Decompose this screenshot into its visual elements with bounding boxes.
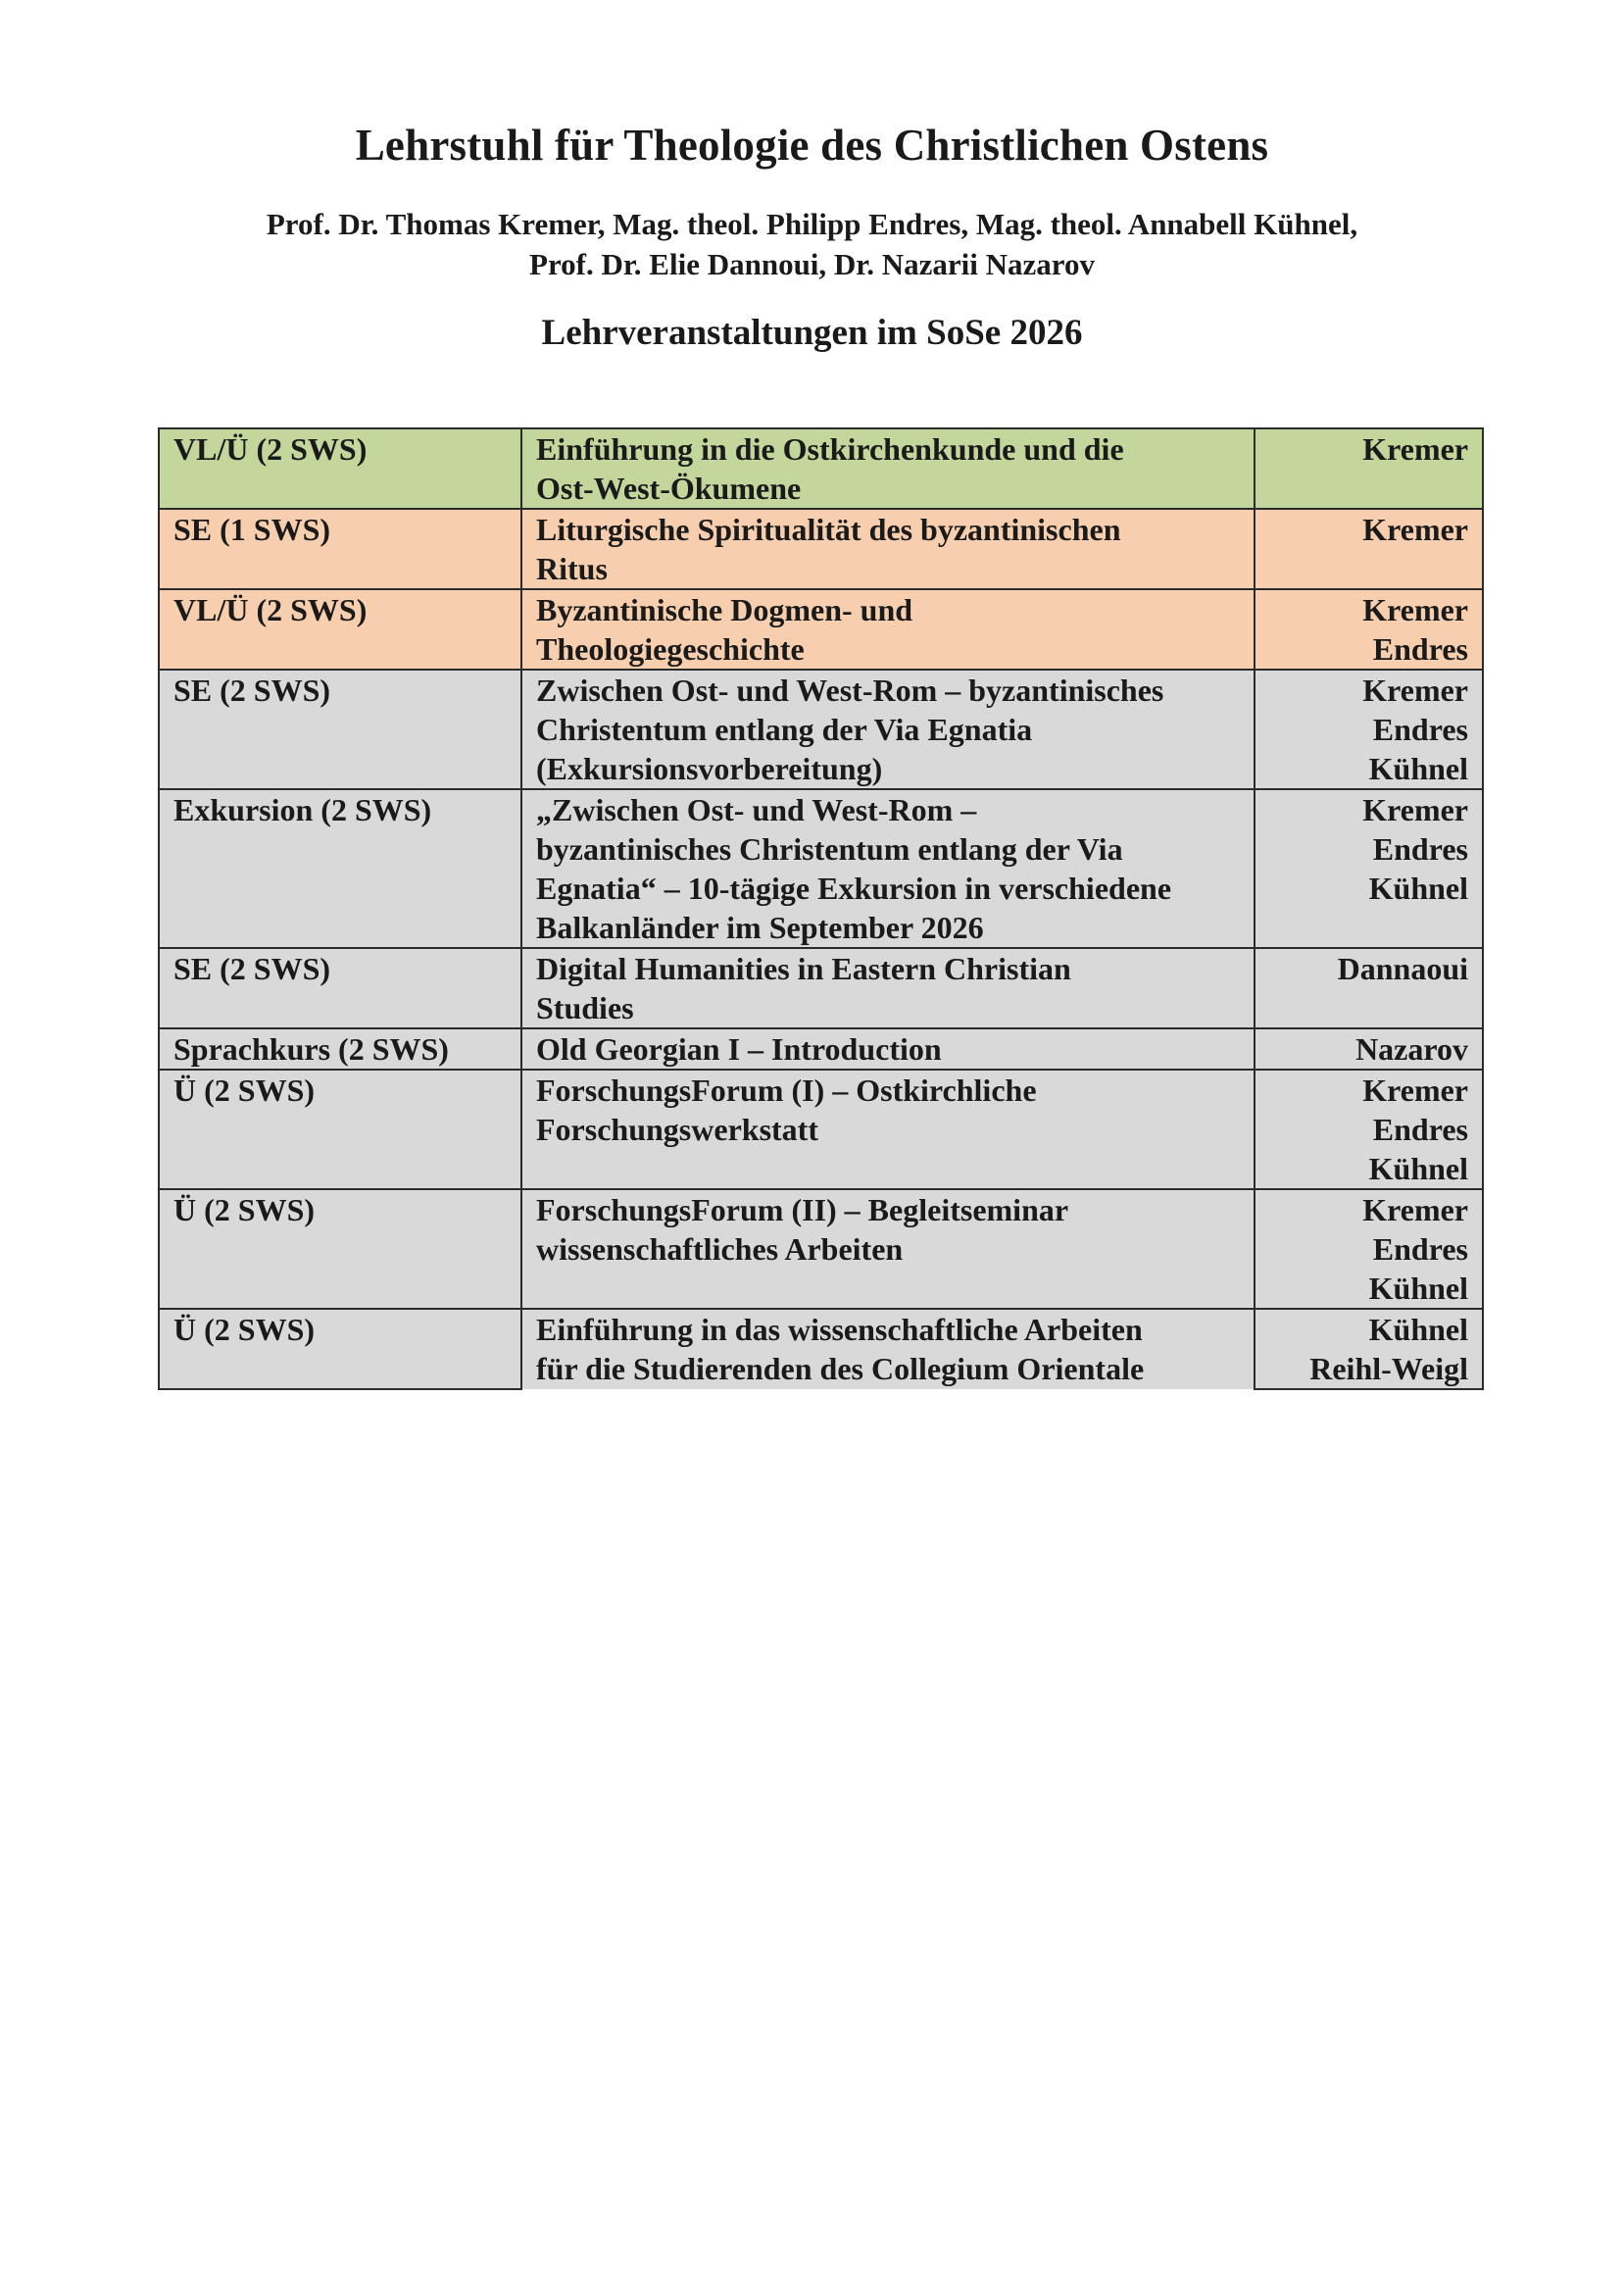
course-row: [159, 789, 1483, 948]
staff-list: [0, 204, 1624, 284]
lecturer-name: Kühnel: [1368, 871, 1468, 906]
lecturer-name: Endres: [1372, 1231, 1468, 1267]
staff-line-2: Prof. Dr. Elie Dannoui, Dr. Nazarii Nazarov: [529, 247, 1095, 281]
course-type: VL/Ü (2 SWS): [159, 428, 521, 509]
course-type: SE (1 SWS): [159, 509, 521, 589]
lecturer-name: Endres: [1372, 1112, 1468, 1147]
course-lecturers: [1255, 428, 1483, 509]
course-row: [159, 589, 1483, 670]
course-title: [521, 1309, 1255, 1389]
course-title-line: Einführung in die Ostkirchenkunde und die: [536, 431, 1124, 467]
course-lecturers: [1255, 1189, 1483, 1309]
course-type: VL/Ü (2 SWS): [159, 589, 521, 670]
course-title: [521, 670, 1255, 789]
course-title: [521, 428, 1255, 509]
lecturer-name: Kremer: [1362, 673, 1468, 708]
course-title-line: Zwischen Ost- und West-Rom – byzantinisches: [536, 673, 1164, 708]
lecturer-name: Nazarov: [1355, 1031, 1468, 1067]
course-type: Ü (2 SWS): [159, 1189, 521, 1309]
lecturer-name: Kremer: [1362, 1192, 1468, 1227]
course-title: [521, 509, 1255, 589]
lecturer-name: Kühnel: [1368, 1271, 1468, 1306]
course-title-line: ForschungsForum (I) – Ostkirchliche: [536, 1073, 1037, 1108]
lecturer-name: Reihl-Weigl: [1309, 1351, 1468, 1386]
course-table-body: [159, 428, 1483, 1389]
course-title-line: für die Studierenden des Collegium Orientale: [536, 1351, 1145, 1386]
course-row: [159, 1309, 1483, 1389]
lecturer-name: Kühnel: [1368, 751, 1468, 786]
course-table: [158, 427, 1484, 1390]
course-title-line: (Exkursionsvorbereitung): [536, 751, 883, 786]
course-title: [521, 1070, 1255, 1189]
course-type: Sprachkurs (2 SWS): [159, 1028, 521, 1070]
course-type: SE (2 SWS): [159, 670, 521, 789]
course-lecturers: [1255, 789, 1483, 948]
course-lecturers: [1255, 670, 1483, 789]
course-row: [159, 1028, 1483, 1070]
course-row: [159, 670, 1483, 789]
lecturer-name: Kremer: [1362, 792, 1468, 827]
lecturer-name: Dannaoui: [1337, 951, 1468, 986]
course-title-line: Einführung in das wissenschaftliche Arbeiten: [536, 1312, 1143, 1347]
course-title-line: Old Georgian I – Introduction: [536, 1031, 942, 1067]
course-lecturers: [1255, 948, 1483, 1028]
course-title-line: Liturgische Spiritualität des byzantinischen: [536, 512, 1121, 547]
course-title-line: Christentum entlang der Via Egnatia: [536, 712, 1033, 747]
course-title-line: Theologiegeschichte: [536, 631, 805, 667]
lecturer-name: Kühnel: [1368, 1151, 1468, 1186]
course-title-line: Digital Humanities in Eastern Christian: [536, 951, 1071, 986]
course-type: Ü (2 SWS): [159, 1309, 521, 1389]
course-lecturers: [1255, 1028, 1483, 1070]
course-title-line: wissenschaftliches Arbeiten: [536, 1231, 904, 1267]
course-title: [521, 789, 1255, 948]
lecturer-name: Kremer: [1362, 592, 1468, 627]
course-title-line: Ost-West-Ökumene: [536, 471, 802, 506]
course-title-line: Egnatia“ – 10-tägige Exkursion in verschiedene: [536, 871, 1172, 906]
course-lecturers: [1255, 589, 1483, 670]
page-subtitle: Lehrveranstaltungen im SoSe 2026: [541, 313, 1083, 353]
staff-line-1: Prof. Dr. Thomas Kremer, Mag. theol. Philipp Endres, Mag. theol. Annabell Kühnel,: [266, 207, 1358, 241]
lecturer-name: Kremer: [1362, 512, 1468, 547]
lecturer-name: Endres: [1372, 831, 1468, 867]
lecturer-name: Endres: [1372, 631, 1468, 667]
course-type: Exkursion (2 SWS): [159, 789, 521, 948]
course-title: [521, 1189, 1255, 1309]
course-row: [159, 428, 1483, 509]
course-title: [521, 1028, 1255, 1070]
course-title-line: „Zwischen Ost- und West-Rom –: [536, 792, 977, 827]
course-title-line: ForschungsForum (II) – Begleitseminar: [536, 1192, 1069, 1227]
course-title-line: Forschungswerkstatt: [536, 1112, 818, 1147]
course-type: Ü (2 SWS): [159, 1070, 521, 1189]
course-title: [521, 948, 1255, 1028]
course-row: [159, 1070, 1483, 1189]
course-row: [159, 948, 1483, 1028]
lecturer-name: Endres: [1372, 712, 1468, 747]
course-title-line: Ritus: [536, 551, 608, 586]
course-row: [159, 509, 1483, 589]
course-lecturers: [1255, 509, 1483, 589]
course-lecturers: [1255, 1309, 1483, 1389]
course-type: SE (2 SWS): [159, 948, 521, 1028]
lecturer-name: Kremer: [1362, 1073, 1468, 1108]
course-row: [159, 1189, 1483, 1309]
course-title: [521, 589, 1255, 670]
page-title: Lehrstuhl für Theologie des Christlichen Ostens: [355, 121, 1269, 170]
course-title-line: Byzantinische Dogmen- und: [536, 592, 913, 627]
course-title-line: Studies: [536, 990, 634, 1025]
course-title-line: byzantinisches Christentum entlang der Via: [536, 831, 1123, 867]
lecturer-name: Kremer: [1362, 431, 1468, 467]
lecturer-name: Kühnel: [1368, 1312, 1468, 1347]
course-title-line: Balkanländer im September 2026: [536, 910, 984, 945]
course-lecturers: [1255, 1070, 1483, 1189]
